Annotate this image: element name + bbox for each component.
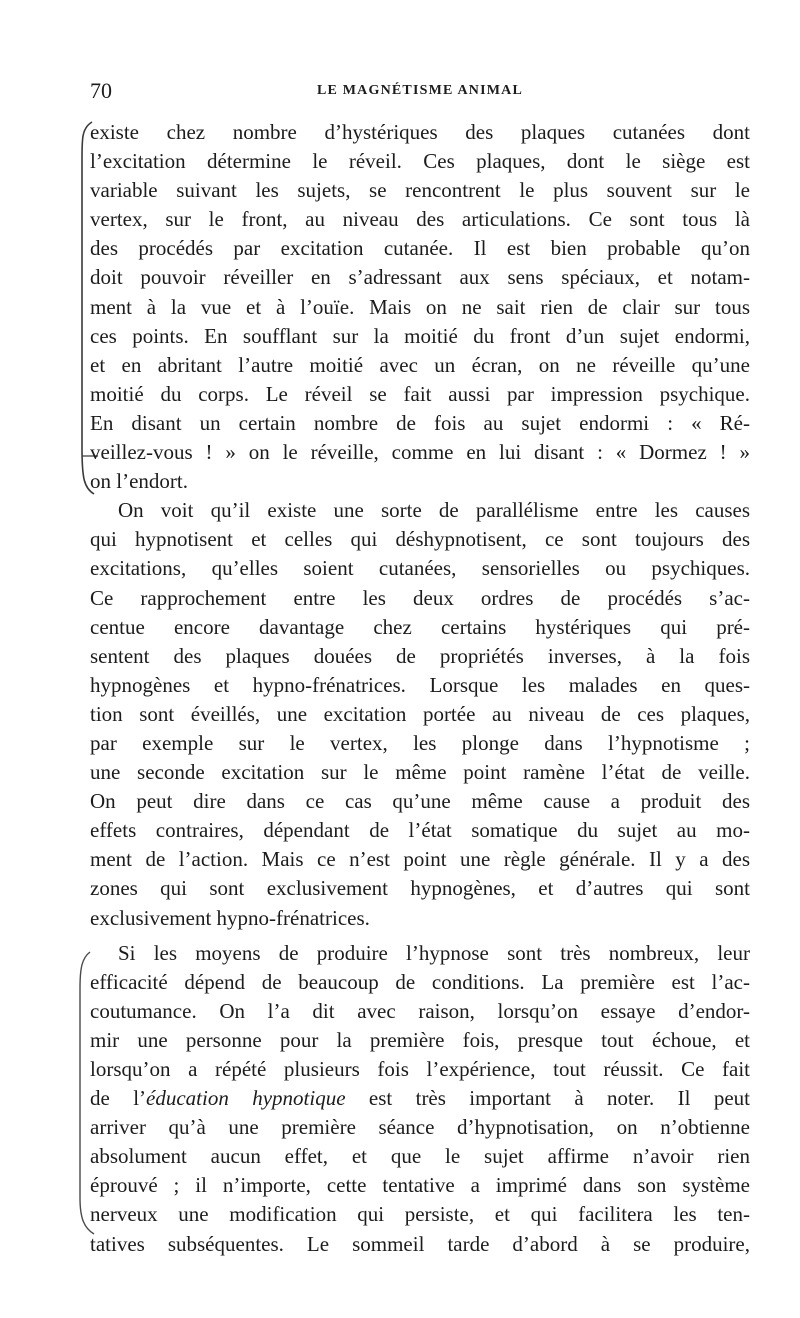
text-line: vertex, sur le front, au niveau des articulations. Ce sont tous là <box>90 207 750 232</box>
text-line: moitié du corps. Le réveil se fait aussi par impression psychique. <box>90 381 750 406</box>
text-line: effets contraires, dépendant de l’état somatique du sujet au mo- <box>90 818 750 843</box>
text-line: une seconde excitation sur le même point ramène l’état de veille. <box>90 760 750 785</box>
paragraph <box>90 118 750 496</box>
text-line: lorsqu’on a répété plusieurs fois l’expérience, tout réussit. Ce fait <box>90 1057 750 1081</box>
text-line: veillez-vous ! » on le réveille, comme en lui disant : « Dormez ! » <box>90 440 750 465</box>
text-line: ment à la vue et à l’ouïe. Mais on ne sait rien de clair sur tous <box>90 294 750 319</box>
paragraph <box>90 496 750 932</box>
text-line: excitations, qu’elles soient cutanées, sensorielles ou psychiques. <box>90 556 750 581</box>
text-line: on l’endort. <box>90 469 188 494</box>
text-line: ces points. En soufflant sur la moitié du front d’un sujet endormi, <box>90 323 750 348</box>
text-line: absolument aucun effet, et que le sujet affirme n’avoir rien <box>90 1144 750 1169</box>
text-line: coutumance. On l’a dit avec raison, lorsqu’on essaye d’endor- <box>90 998 750 1023</box>
text-line: éprouvé ; il n’importe, cette tentative a imprimé dans son système <box>90 1173 750 1198</box>
text-line: des procédés par excitation cutanée. Il est bien probable qu’on <box>90 236 750 261</box>
text-line: zones qui sont exclusivement hypnogènes, et d’autres qui sont <box>90 876 750 901</box>
text-line: nerveux une modification qui persiste, et qui facilitera les ten- <box>90 1202 750 1227</box>
text-line: hypnogènes et hypno-frénatrices. Lorsque les malades en ques- <box>90 672 750 697</box>
body-text <box>90 118 750 1259</box>
text-line: ment de l’action. Mais ce n’est point une règle générale. Il y a des <box>90 847 750 872</box>
text-line: par exemple sur le vertex, les plonge dans l’hypnotisme ; <box>90 730 750 755</box>
text-line: centue encore davantage chez certains hystériques qui pré- <box>90 614 750 639</box>
text-line: mir une personne pour la première fois, presque tout échoue, et <box>90 1027 750 1052</box>
paragraph <box>90 939 750 1259</box>
text-line: et en abritant l’autre moitié avec un écran, on ne réveille qu’une <box>90 352 750 377</box>
text-line: On peut dire dans ce cas qu’une même cause a produit des <box>90 789 750 814</box>
text-line: exclusivement hypno-frénatrices. <box>90 905 370 930</box>
text-line: variable suivant les sujets, se rencontrent le plus souvent sur le <box>90 178 750 203</box>
text-line: tatives subséquentes. Le sommeil tarde d’abord à se produire, <box>90 1231 750 1256</box>
text-line: En disant un certain nombre de fois au sujet endormi : « Ré- <box>90 410 750 435</box>
running-head: LE MAGNÉTISME ANIMAL <box>316 83 524 98</box>
text-line: efficacité dépend de beaucoup de conditions. La première est l’ac- <box>90 969 750 994</box>
text-line: de l’éducation hypnotique est très important à noter. Il peut <box>90 1086 750 1111</box>
italic-phrase: éducation hypnotique <box>146 1086 346 1111</box>
text-line: Ce rapprochement entre les deux ordres de procédés s’ac- <box>90 585 750 610</box>
page-number: 70 <box>90 78 112 103</box>
text-line: Si les moyens de produire l’hypnose sont très nombreux, leur <box>118 940 750 965</box>
text-line: On voit qu’il existe une sorte de parallélisme entre les causes <box>118 498 750 523</box>
text-line: l’excitation détermine le réveil. Ces plaques, dont le siège est <box>90 149 750 174</box>
text-line: arriver qu’à une première séance d’hypnotisation, on n’obtienne <box>90 1115 750 1140</box>
page-header <box>90 78 750 108</box>
text-line: qui hypnotisent et celles qui déshypnotisent, ce sont toujours des <box>90 527 750 552</box>
text-line: existe chez nombre d’hystériques des plaques cutanées dont <box>90 120 750 144</box>
text-line: tion sont éveillés, une excitation portée au niveau de ces plaques, <box>90 701 750 726</box>
text-line: sentent des plaques douées de propriétés inverses, à la fois <box>90 643 750 668</box>
text-line: doit pouvoir réveiller en s’adressant aux sens spéciaux, et notam- <box>90 265 750 290</box>
